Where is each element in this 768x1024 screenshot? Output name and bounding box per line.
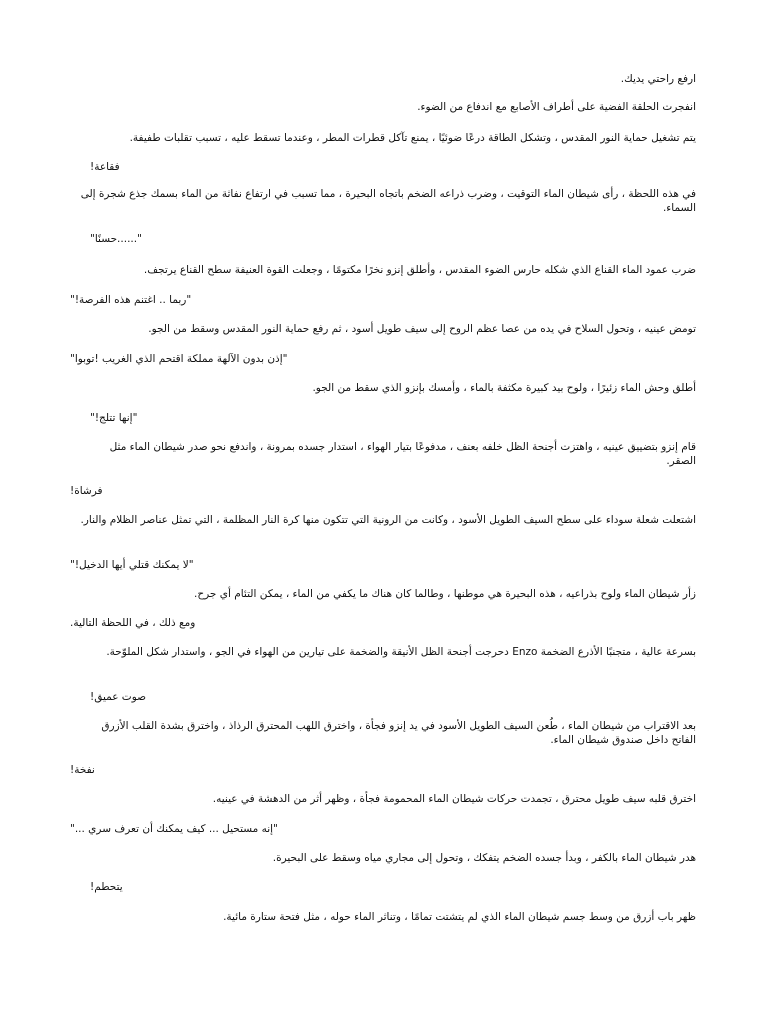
paragraph: "إذن بدون الآلهة مملكة اقتحم الذي الغريب !توبوا" xyxy=(70,353,288,365)
paragraph: بعد الاقتراب من شيطان الماء ، طُعن السيف الطويل الأسود في يد إنزو فجأة ، واخترق اللهب المحترق الرذاذ ، واخترق بشدة القلب الأزرق الفاتح داخل صندوق شيطان الماء. xyxy=(101,720,696,746)
paragraph: "ربما .. اغتنم هذه الفرصة!" xyxy=(70,294,192,306)
paragraph: فرشاة! xyxy=(70,485,103,497)
paragraph: "إنه مستحيل ... كيف يمكنك أن تعرف سري ..." xyxy=(70,823,278,835)
paragraph: نفخة! xyxy=(70,764,95,776)
paragraph: ومع ذلك ، في اللحظة التالية. xyxy=(70,617,196,629)
paragraph: "لا يمكنك قتلي أيها الدخيل!" xyxy=(70,559,194,571)
paragraph: "......حسنًا" xyxy=(90,233,142,245)
paragraph: هدر شيطان الماء بالكفر ، وبدأ جسده الضخم يتفكك ، وتحول إلى مجاري مياه وسقط على البحيرة. xyxy=(272,852,696,864)
paragraph: بسرعة عالية ، متجنبًا الأذرع الضخمة Enzo دحرجت أجنحة الظل الأنيقة والضخمة على تيارين من الهواء في الجو ، واستدار شكل الملوّحة. xyxy=(106,646,696,658)
paragraph: صوت عميق! xyxy=(90,691,147,703)
paragraph: ضرب عمود الماء القناع الذي شكله حارس الضوء المقدس ، وأطلق إنزو نخرًا مكتومًا ، وجعلت القوة العنيفة سطح القناع يرتجف. xyxy=(143,264,696,276)
paragraph: زأر شيطان الماء ولوح بذراعيه ، هذه البحيرة هي موطنها ، وطالما كان هناك ما يكفي من الماء ، يمكن التئام أي جرح. xyxy=(194,588,696,600)
paragraph: ظهر باب أزرق من وسط جسم شيطان الماء الذي لم يتشتت تمامًا ، وتناثر الماء حوله ، مثل فتحة ستارة مائية. xyxy=(223,911,696,923)
paragraph: في هذه اللحظة ، رأى شيطان الماء التوقيت ، وضرب ذراعه الضخم باتجاه البحيرة ، مما تسبب في ارتفاع نفاثة من الماء بسمك جذع شجرة إلى السماء. xyxy=(80,188,696,214)
paragraph: قام إنزو بتضييق عينيه ، واهتزت أجنحة الظل خلفه بعنف ، مدفوعًا بتيار الهواء ، استدار جسده بمرونة ، واندفع نحو صدر شيطان الماء مثل الصقر. xyxy=(109,441,696,467)
paragraph: اشتعلت شعلة سوداء على سطح السيف الطويل الأسود ، وكانت من الرونية التي تتكون منها كرة النار المظلمة ، التي تمثل عناصر الظلام والنار. xyxy=(80,514,696,526)
paragraph: انفجرت الحلقة الفضية على أطراف الأصابع مع اندفاع من الضوء. xyxy=(417,101,696,113)
paragraph: "إنها تتلج!" xyxy=(90,412,138,424)
paragraph: يتحطم! xyxy=(90,881,123,893)
paragraph: تومض عينيه ، وتحول السلاح في يده من عصا عظم الروح إلى سيف طويل أسود ، ثم رفع حماية النور المقدس وسقط من الجو. xyxy=(148,323,696,335)
paragraph: يتم تشغيل حماية النور المقدس ، وتشكل الطاقة درعًا ضوئيًا ، يمنع تآكل قطرات المطر ، وعندما تسقط عليه ، تسبب تقلبات طفيفة. xyxy=(129,132,696,144)
paragraph: ارفع راحتي يديك. xyxy=(620,73,696,85)
paragraph: أطلق وحش الماء زئيرًا ، ولوح بيد كبيرة مكثفة بالماء ، وأمسك بإنزو الذي سقط من الجو. xyxy=(312,382,696,394)
paragraph: فقاعة! xyxy=(90,161,120,173)
paragraph: اخترق قلبه سيف طويل محترق ، تجمدت حركات شيطان الماء المحمومة فجأة ، وظهر أثر من الدهشة في عينيه. xyxy=(212,793,696,805)
